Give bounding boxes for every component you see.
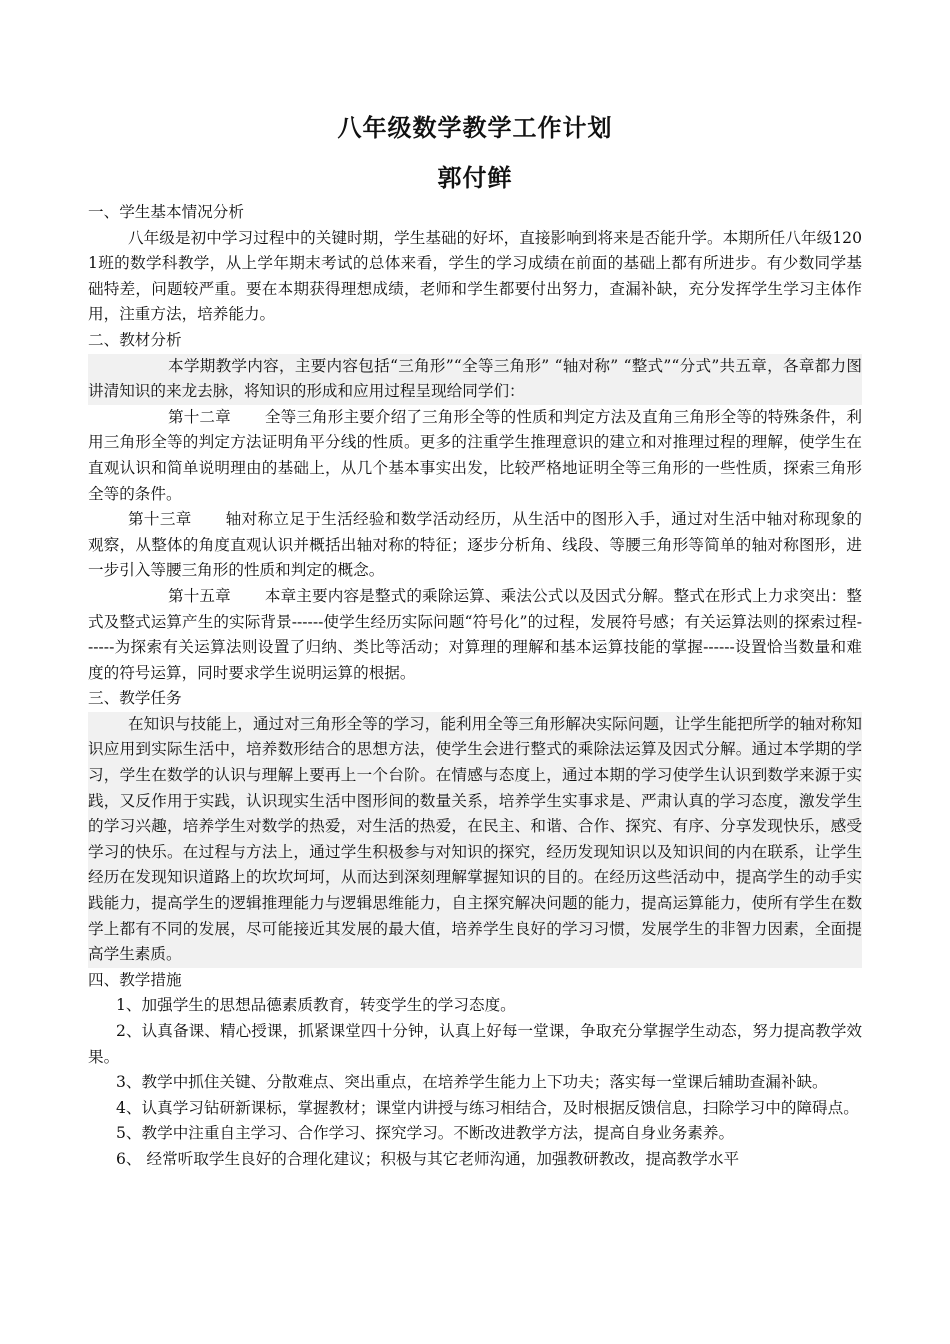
measure-item-4: 4、认真学习钻研新课标，掌握教材；课堂内讲授与练习相结合，及时根据反馈信息，扫除学习中的障碍点。 — [116, 1098, 859, 1117]
section-2-intro: 本学期教学内容，主要内容包括“三角形”“全等三角形” “轴对称” “整式”“分式”共五章，各章都力图讲清知识的来龙去脉，将知识的形成和应用过程呈现给同学们： — [88, 354, 862, 405]
measure-item-5: 5、教学中注重自主学习、合作学习、探究学习。不断改进教学方法，提高自身业务素养。 — [116, 1124, 735, 1143]
chapter-12-paragraph — [88, 405, 862, 507]
document-body — [88, 200, 862, 1173]
chapter-13-label: 第十三章 — [128, 510, 192, 529]
chapter-15-text: 本章主要内容是整式的乘除运算、乘法公式以及因式分解。整式在形式上力求突出：整式及整式运算产生的实际背景------使学生经历实际问题“符号化”的过程，发展符号感；有关运算法则的探索过程------为探索有关运算法则设置了归纳、类比等活动；对算理的理解和基本运算技能的掌握------设置恰当数量和难度的符号运算，同时要求学生说明运算的根据。 — [88, 586, 862, 682]
section-heading-4: 四、教学措施 — [88, 970, 182, 989]
chapter-12-label: 第十二章 — [168, 407, 231, 426]
chapter-12-text: 全等三角形主要介绍了三角形全等的性质和判定方法及直角三角形全等的特殊条件，利用三角形全等的判定方法证明角平分线的性质。更多的注重学生推理意识的建立和对推理过程的理解，使学生在直观认识和简单说明理由的基础上，从几个基本事实出发，比较严格地证明全等三角形的一些性质，探索三角形全等的条件。 — [88, 407, 862, 503]
chapter-13-paragraph — [88, 507, 862, 584]
section-3-paragraph: 在知识与技能上，通过对三角形全等的学习，能利用全等三角形解决实际问题，让学生能把所学的轴对称知识应用到实际生活中，培养数形结合的思想方法，使学生会进行整式的乘除法运算及因式分解。通过本学期的学习，学生在数学的认识与理解上要再上一个台阶。在情感与态度上，通过本期的学习使学生认识到数学来源于实践，又反作用于实践，认识现实生活中图形间的数量关系，培养学生实事求是、严肃认真的学习态度，激发学生的学习兴趣，培养学生对数学的热爱，对生活的热爱，在民主、和谐、合作、探究、有序、分享发现快乐，感受学习的快乐。在过程与方法上，通过学生积极参与对知识的探究，经历发现知识以及知识间的内在联系，让学生经历在发现知识道路上的坎坎坷坷，从而达到深刻理解掌握知识的目的。在经历这些活动中，提高学生的动手实践能力，提高学生的逻辑推理能力与逻辑思维能力，自主探究解决问题的能力，提高运算能力，使所有学生在数学上都有不同的发展，尽可能接近其发展的最大值，培养学生良好的学习习惯，发展学生的非智力因素，全面提高学生素质。 — [88, 712, 862, 968]
section-1-paragraph: 八年级是初中学习过程中的关键时期，学生基础的好坏，直接影响到将来是否能升学。本期所任八年级1201班的数学科教学，从上学年期末考试的总体来看，学生的学习成绩在前面的基础上都有所进步。有少数同学基础特差，问题较严重。要在本期获得理想成绩，老师和学生都要付出努力，查漏补缺，充分发挥学生学习主体作用，注重方法，培养能力。 — [88, 228, 862, 324]
chapter-15-label: 第十五章 — [168, 586, 231, 605]
section-heading-3: 三、教学任务 — [88, 689, 182, 708]
chapter-13-text: 轴对称立足于生活经验和数学活动经历，从生活中的图形入手，通过对生活中轴对称现象的观察，从整体的角度直观认识并概括出轴对称的特征；逐步分析角、线段、等腰三角形等简单的轴对称图形，进一步引入等腰三角形的性质和判定的概念。 — [88, 510, 862, 580]
document-title: 八年级数学教学工作计划 — [337, 114, 613, 142]
measure-item-2: 2、认真备课、精心授课，抓紧课堂四十分钟，认真上好每一堂课，争取充分掌握学生动态，努力提高教学效果。 — [88, 1022, 862, 1066]
document-author: 郭付鲜 — [437, 164, 513, 192]
section-heading-2: 二、教材分析 — [88, 330, 182, 349]
measure-item-1: 1、加强学生的思想品德素质教育，转变学生的学习态度。 — [116, 996, 516, 1015]
section-heading-1: 一、学生基本情况分析 — [88, 203, 244, 221]
measure-item-3: 3、教学中抓住关键、分散难点、突出重点，在培养学生能力上下功夫；落实每一堂课后辅助查漏补缺。 — [116, 1073, 828, 1092]
chapter-15-paragraph — [88, 584, 862, 686]
measure-item-6: 6、 经常听取学生良好的合理化建议；积极与其它老师沟通，加强教研教改，提高教学水平 — [116, 1149, 740, 1168]
